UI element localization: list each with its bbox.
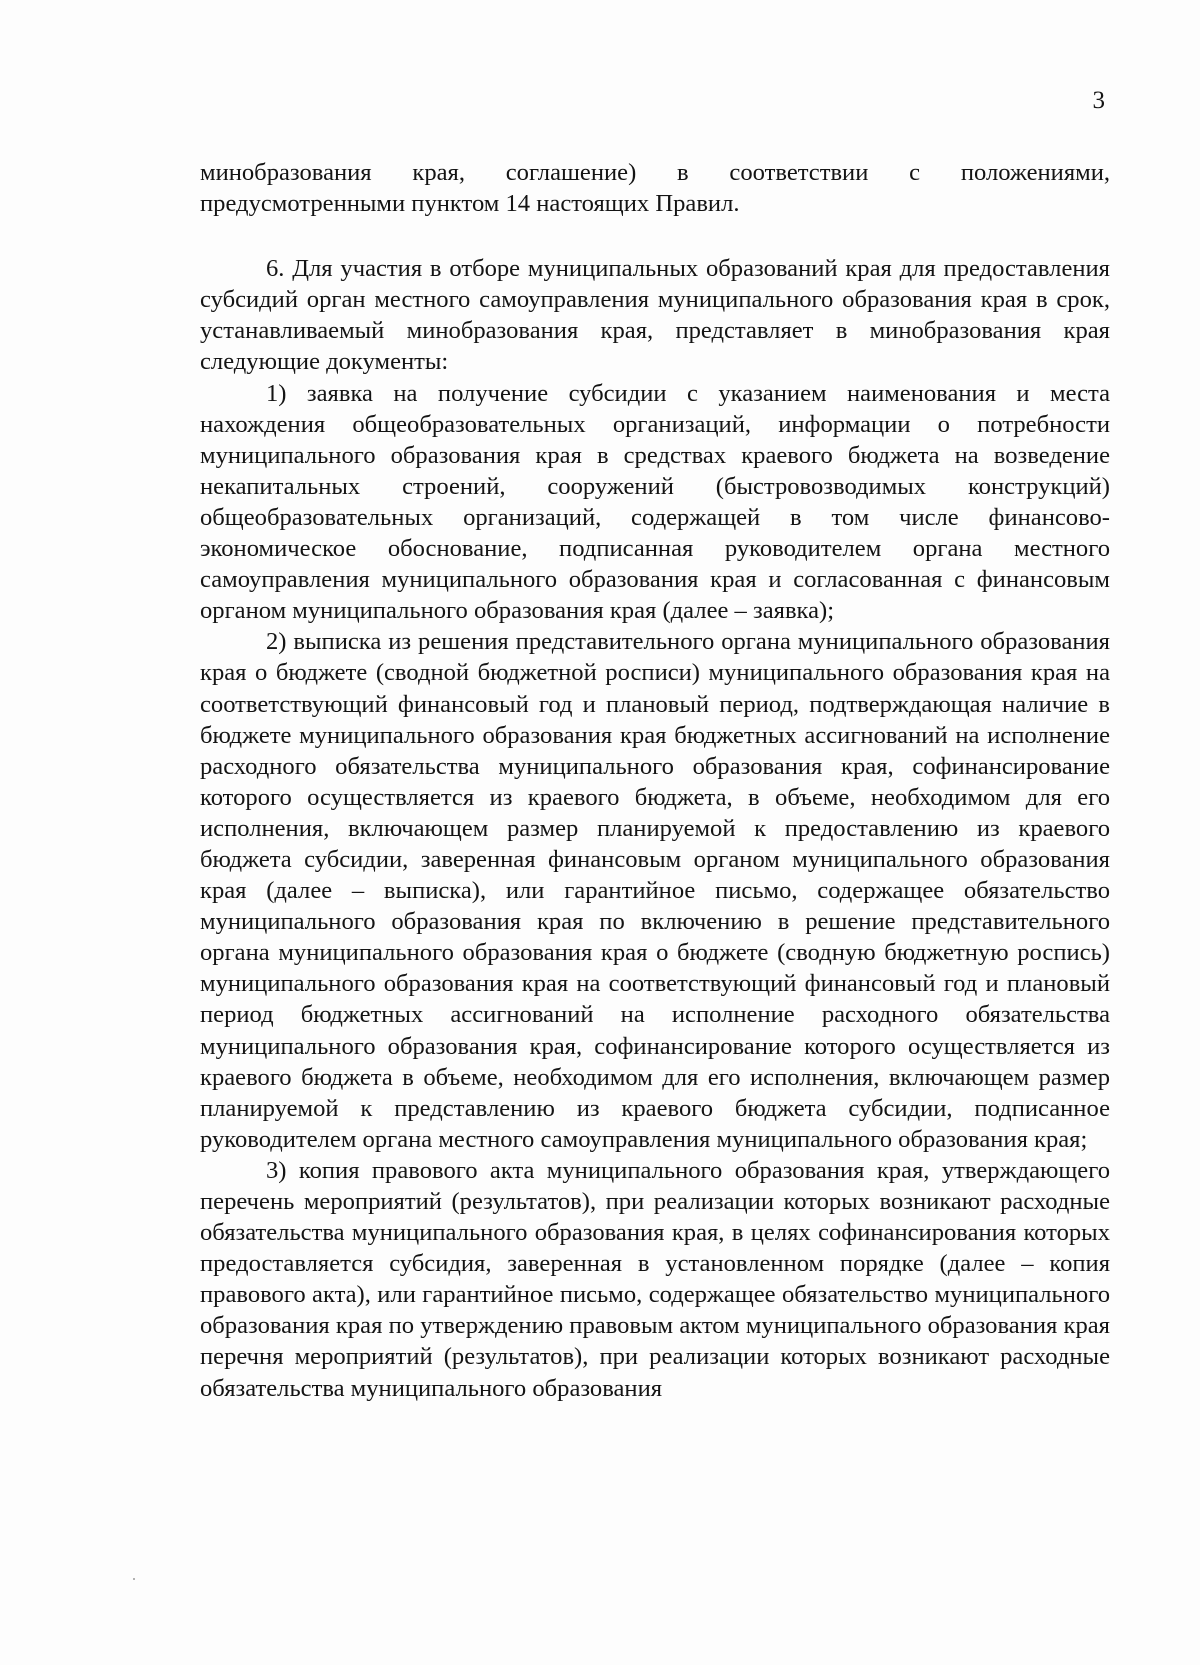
page-number: 3 — [1092, 87, 1105, 114]
document-body — [200, 157, 1110, 1404]
paragraph-continuation: минобразования края, соглашение) в соответствии с положениями, предусмотренными пунктом 14 настоящих Правил. — [200, 159, 1110, 218]
paragraph-item-6: 6. Для участия в отборе муниципальных образований края для предоставления субсидий орган местного самоуправления муниципального образования края в срок, устанавливаемый минобразования края, представляет в минобразования края следующие документы: — [200, 255, 1110, 376]
paragraph-subitem-2: 2) выписка из решения представительного органа муниципального образования края о бюджете (сводной бюджетной росписи) муниципального образования края на соответствующий финансовый год и плановый период, подтверждающая наличие в бюджете муниципального образования края бюджетных ассигнований на исполнение расходного обязательства муниципального образования края, софинансирование которого осуществляется из краевого бюджета, в объеме, необходимом для его исполнения, включающем размер планируемой к предоставлению из краевого бюджета субсидии, заверенная финансовым органом муниципального образования края (далее – выписка), или гарантийное письмо, содержащее обязательство муниципального образования края по включению в решение представительного органа муниципального образования края о бюджете (сводную бюджетную роспись) муниципального образования края на соответствующий финансовый год и плановый период бюджетных ассигнований на исполнение расходного обязательства муниципального образования края, софинансирование которого осуществляется из краевого бюджета в объеме, необходимом для его исполнения, включающем размер планируемой к представлению из краевого бюджета субсидии, подписанное руководителем органа местного самоуправления муниципального образования края; — [200, 628, 1110, 1153]
paragraph-subitem-3: 3) копия правового акта муниципального образования края, утверждающего перечень мероприятий (результатов), при реализации которых возникают расходные обязательства муниципального образования края, в целях софинансирования которых предоставляется субсидия, заверенная в установленном порядке (далее – копия правового акта), или гарантийное письмо, содержащее обязательство муниципального образования края по утверждению правовым актом муниципального образования края перечня мероприятий (результатов), при реализации которых возникают расходные обязательства муниципального образования — [200, 1156, 1110, 1402]
paragraph-subitem-1: 1) заявка на получение субсидии с указанием наименования и места нахождения общеобразовательных организаций, информации о потребности муниципального образования края в средствах краевого бюджета на возведение некапитальных строений, сооружений (быстровозводимых конструкций) общеобразовательных организаций, содержащей в том числе финансово-экономическое обоснование, подписанная руководителем органа местного самоуправления муниципального образования края и согласованная с финансовым органом муниципального образования края (далее – заявка); — [200, 379, 1110, 625]
scan-speck — [133, 1578, 135, 1580]
